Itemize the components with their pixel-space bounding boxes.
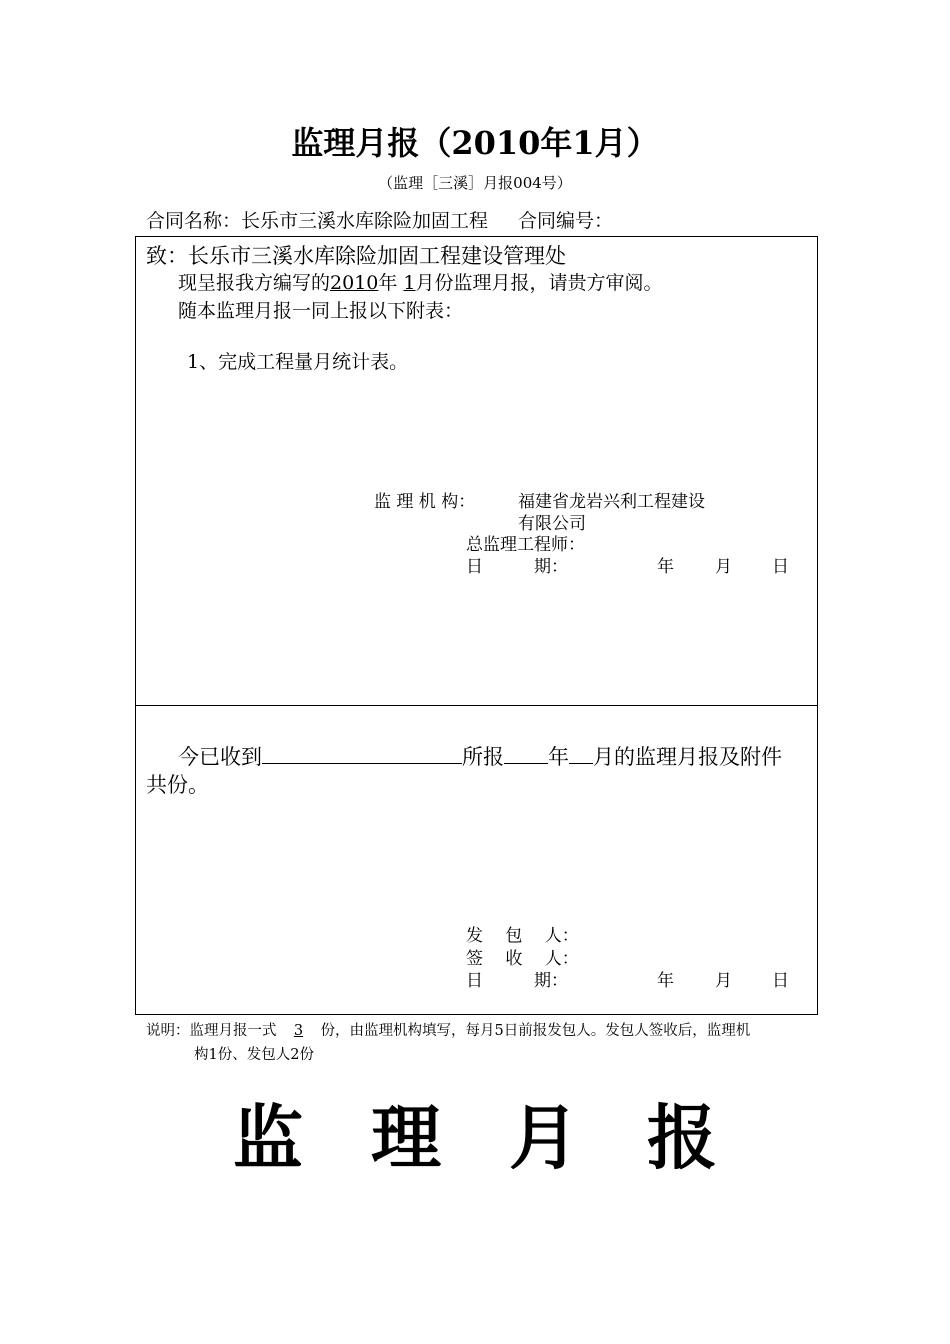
org-value-line-1: 福建省龙岩兴利工程建设 (518, 492, 705, 512)
contract-info (146, 206, 613, 233)
receipt-date-month: 月 (715, 971, 732, 991)
receipt-text-c: 年 (548, 745, 569, 769)
cover-title (0, 1082, 950, 1183)
cover-char-4: 报 (647, 1096, 717, 1179)
receipt-text-b: 所报 (462, 745, 504, 769)
client-label: 发 包 人： (466, 926, 579, 946)
receipt-blank-year[interactable] (504, 745, 548, 764)
cover-char-1: 监 (233, 1096, 303, 1179)
note-line-1 (146, 1019, 750, 1040)
chief-engineer-label: 总监理工程师： (466, 535, 585, 555)
report-line-1 (178, 268, 663, 295)
note-text-a: 说明：监理月报一式 (146, 1023, 277, 1039)
cover-char-3: 月 (509, 1096, 579, 1179)
receipt-text-d: 月的监理月报及附件 (593, 745, 782, 769)
report-date-year: 年 (657, 557, 674, 577)
report-line-1-text-c: 月份监理月报，请贵方审阅。 (415, 272, 663, 294)
receipt-text-a: 今已收到 (178, 745, 262, 769)
document-number: （监理［三溪］月报004号） (378, 174, 572, 192)
report-year: 2010 (330, 272, 379, 294)
report-line-2: 随本监理月报一同上报以下附表： (178, 300, 464, 322)
note-copies: 3 (293, 1023, 304, 1039)
report-month: 1 (403, 272, 416, 294)
recipient-label: 致： (146, 244, 188, 268)
receipt-date-day: 日 (772, 971, 789, 991)
receipt-line-1 (178, 741, 782, 771)
receipt-line-2: 共份。 (146, 773, 209, 797)
recipient-value: 长乐市三溪水库除险加固工程建设管理处 (188, 244, 566, 268)
cover-char-2: 理 (371, 1096, 441, 1179)
receipt-blank-sender[interactable] (262, 745, 462, 764)
receipt-date-year: 年 (657, 971, 674, 991)
org-value-line-2: 有限公司 (518, 514, 586, 534)
attachment-item-1: 1、完成工程量月统计表。 (187, 351, 409, 373)
report-date-month: 月 (715, 557, 732, 577)
recipient-line (146, 240, 566, 270)
note-text-b: 份，由监理机构填写，每月5日前报发包人。发包人签收后，监理机 (320, 1023, 751, 1039)
report-date-day: 日 (772, 557, 789, 577)
note-line-2: 构1份、发包人2份 (194, 1047, 314, 1063)
report-line-1-text-a: 现呈报我方编写的 (178, 272, 331, 294)
contract-name-label: 合同名称： (146, 210, 242, 232)
signer-label: 签 收 人： (466, 949, 579, 969)
contract-name-value: 长乐市三溪水库除险加固工程 (241, 210, 489, 232)
page-title: 监理月报（2010年1月） (291, 124, 659, 162)
receipt-blank-month[interactable] (569, 745, 593, 764)
report-date-label: 日 期： (466, 557, 568, 577)
contract-number-label: 合同编号： (518, 210, 614, 232)
report-line-1-text-b: 年 (378, 272, 404, 294)
receipt-date-label: 日 期： (466, 971, 568, 991)
org-label: 监 理 机 构： (374, 492, 476, 512)
